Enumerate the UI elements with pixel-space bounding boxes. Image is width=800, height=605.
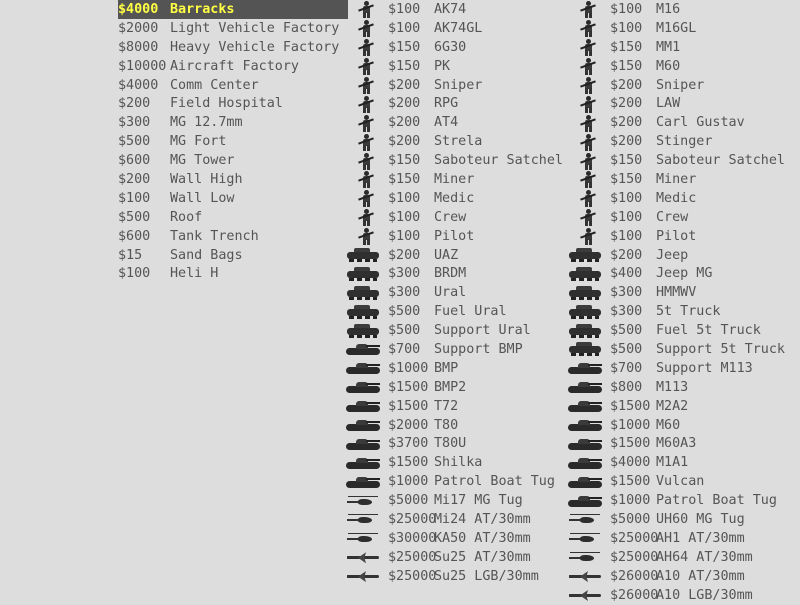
item-name: AH1 AT/30mm xyxy=(656,530,745,546)
price-label: $4000 xyxy=(118,1,159,17)
price-label: $25000 xyxy=(610,549,659,565)
soldier-icon xyxy=(580,208,596,226)
price-label: $100 xyxy=(610,209,643,225)
east-unit-item[interactable] xyxy=(346,227,572,246)
price-label: $400 xyxy=(610,266,643,282)
item-name: Wall High xyxy=(170,171,243,187)
west-unit-item[interactable] xyxy=(568,76,800,95)
item-name: Roof xyxy=(170,209,203,225)
price-label: $8000 xyxy=(118,39,159,55)
item-name: MG 12.7mm xyxy=(170,115,243,131)
east-unit-item[interactable] xyxy=(346,19,572,38)
price-label: $500 xyxy=(118,134,151,150)
item-name: Su25 AT/30mm xyxy=(434,549,531,565)
west-unit-item[interactable] xyxy=(568,567,800,586)
building-item[interactable] xyxy=(118,246,348,265)
price-label: $500 xyxy=(610,341,643,357)
price-label: $700 xyxy=(610,360,643,376)
east-unit-item[interactable] xyxy=(346,416,572,435)
item-name: Wall Low xyxy=(170,190,235,206)
item-name: Vulcan xyxy=(656,474,705,490)
vehicle-icon xyxy=(346,286,380,300)
east-unit-item[interactable] xyxy=(346,0,572,19)
soldier-icon xyxy=(358,227,374,245)
building-item[interactable] xyxy=(118,227,348,246)
price-label: $2000 xyxy=(388,417,429,433)
item-name: PK xyxy=(434,58,451,74)
price-label: $4000 xyxy=(610,455,651,471)
east-unit-item[interactable] xyxy=(346,283,572,302)
west-unit-item[interactable] xyxy=(568,302,800,321)
item-name: AH64 AT/30mm xyxy=(656,549,753,565)
tank-icon xyxy=(568,475,602,489)
west-unit-item[interactable] xyxy=(568,132,800,151)
west-unit-item[interactable] xyxy=(568,397,800,416)
vehicle-icon xyxy=(346,248,380,262)
west-unit-item[interactable] xyxy=(568,19,800,38)
price-label: $200 xyxy=(610,115,643,131)
price-label: $26000 xyxy=(610,587,659,603)
item-name: M16GL xyxy=(656,20,697,36)
item-name: Support Ural xyxy=(434,323,531,339)
price-label: $10000 xyxy=(118,58,167,74)
price-label: $300 xyxy=(610,304,643,320)
soldier-icon xyxy=(358,133,374,151)
tank-icon xyxy=(346,437,380,451)
price-label: $150 xyxy=(610,58,643,74)
east-unit-item[interactable] xyxy=(346,113,572,132)
item-name: T80 xyxy=(434,417,459,433)
east-unit-item[interactable] xyxy=(346,170,572,189)
east-unit-item[interactable] xyxy=(346,453,572,472)
vehicle-icon xyxy=(568,324,602,338)
price-label: $700 xyxy=(388,341,421,357)
price-label: $100 xyxy=(610,190,643,206)
soldier-icon xyxy=(580,0,596,18)
east-unit-item[interactable] xyxy=(346,132,572,151)
price-label: $100 xyxy=(388,228,421,244)
heli-icon xyxy=(568,512,602,526)
tank-icon xyxy=(568,361,602,375)
west-unit-item[interactable] xyxy=(568,94,800,113)
price-label: $5000 xyxy=(610,511,651,527)
soldier-icon xyxy=(358,152,374,170)
item-name: Comm Center xyxy=(170,77,259,93)
west-unit-item[interactable] xyxy=(568,264,800,283)
west-unit-item[interactable] xyxy=(568,491,800,510)
item-name: MG Tower xyxy=(170,153,235,169)
price-label: $600 xyxy=(118,228,151,244)
price-label: $100 xyxy=(610,228,643,244)
soldier-icon xyxy=(580,76,596,94)
price-label: $200 xyxy=(610,96,643,112)
west-units-list xyxy=(568,0,800,605)
item-name: AT4 xyxy=(434,115,459,131)
price-label: $150 xyxy=(388,153,421,169)
price-label: $1500 xyxy=(388,455,429,471)
item-name: M2A2 xyxy=(656,398,689,414)
building-item[interactable] xyxy=(118,0,348,19)
building-item[interactable] xyxy=(118,208,348,227)
price-label: $200 xyxy=(388,115,421,131)
soldier-icon xyxy=(358,95,374,113)
item-name: Sniper xyxy=(434,77,483,93)
price-label: $200 xyxy=(118,171,151,187)
west-unit-item[interactable] xyxy=(568,510,800,529)
east-unit-item[interactable] xyxy=(346,246,572,265)
price-label: $150 xyxy=(388,39,421,55)
item-name: Medic xyxy=(434,190,475,206)
price-label: $1500 xyxy=(610,474,651,490)
east-unit-item[interactable] xyxy=(346,434,572,453)
building-item[interactable] xyxy=(118,151,348,170)
building-item[interactable] xyxy=(118,170,348,189)
west-unit-item[interactable] xyxy=(568,378,800,397)
east-unit-item[interactable] xyxy=(346,378,572,397)
price-label: $200 xyxy=(388,134,421,150)
price-label: $100 xyxy=(388,20,421,36)
vehicle-icon xyxy=(346,267,380,281)
soldier-icon xyxy=(358,189,374,207)
price-label: $150 xyxy=(610,39,643,55)
price-label: $25000 xyxy=(388,511,437,527)
price-label: $1500 xyxy=(388,398,429,414)
price-label: $1500 xyxy=(610,436,651,452)
price-label: $100 xyxy=(388,190,421,206)
price-label: $100 xyxy=(388,209,421,225)
east-unit-item[interactable] xyxy=(346,151,572,170)
price-label: $500 xyxy=(388,304,421,320)
jet-icon xyxy=(346,550,380,564)
tank-icon xyxy=(346,399,380,413)
price-label: $100 xyxy=(610,20,643,36)
west-unit-item[interactable] xyxy=(568,38,800,57)
east-unit-item[interactable] xyxy=(346,208,572,227)
price-label: $1500 xyxy=(388,379,429,395)
tank-icon xyxy=(346,475,380,489)
price-label: $150 xyxy=(610,153,643,169)
heli-icon xyxy=(568,531,602,545)
east-unit-item[interactable] xyxy=(346,548,572,567)
price-label: $200 xyxy=(388,96,421,112)
west-unit-item[interactable] xyxy=(568,246,800,265)
item-name: BMP xyxy=(434,360,459,376)
west-unit-item[interactable] xyxy=(568,170,800,189)
price-label: $25000 xyxy=(388,568,437,584)
item-name: Aircraft Factory xyxy=(170,58,299,74)
soldier-icon xyxy=(358,208,374,226)
vehicle-icon xyxy=(346,324,380,338)
east-unit-item[interactable] xyxy=(346,94,572,113)
soldier-icon xyxy=(580,170,596,188)
east-unit-item[interactable] xyxy=(346,472,572,491)
west-unit-item[interactable] xyxy=(568,472,800,491)
tank-icon xyxy=(568,494,602,508)
building-item[interactable] xyxy=(118,19,348,38)
building-item[interactable] xyxy=(118,113,348,132)
item-name: Pilot xyxy=(656,228,697,244)
building-item[interactable] xyxy=(118,94,348,113)
item-name: Strela xyxy=(434,134,483,150)
jet-icon xyxy=(568,569,602,583)
tank-icon xyxy=(568,456,602,470)
item-name: KA50 AT/30mm xyxy=(434,530,531,546)
soldier-icon xyxy=(580,57,596,75)
tank-icon xyxy=(346,418,380,432)
price-label: $200 xyxy=(610,247,643,263)
price-label: $2000 xyxy=(118,20,159,36)
soldier-icon xyxy=(358,114,374,132)
west-unit-item[interactable] xyxy=(568,57,800,76)
vehicle-icon xyxy=(568,267,602,281)
price-label: $200 xyxy=(388,77,421,93)
price-label: $3700 xyxy=(388,436,429,452)
tank-icon xyxy=(346,380,380,394)
east-unit-item[interactable] xyxy=(346,340,572,359)
building-item[interactable] xyxy=(118,38,348,57)
item-name: Crew xyxy=(656,209,689,225)
soldier-icon xyxy=(580,95,596,113)
item-name: T80U xyxy=(434,436,467,452)
tank-icon xyxy=(568,380,602,394)
item-name: HMMWV xyxy=(656,285,697,301)
item-name: Sand Bags xyxy=(170,247,243,263)
item-name: M60 xyxy=(656,58,681,74)
item-name: Tank Trench xyxy=(170,228,259,244)
item-name: Saboteur Satchel xyxy=(656,153,785,169)
price-label: $1000 xyxy=(610,417,651,433)
tank-icon xyxy=(568,437,602,451)
west-unit-item[interactable] xyxy=(568,0,800,19)
item-name: Support 5t Truck xyxy=(656,341,785,357)
east-unit-item[interactable] xyxy=(346,321,572,340)
west-unit-item[interactable] xyxy=(568,359,800,378)
item-name: Field Hospital xyxy=(170,96,283,112)
item-name: Carl Gustav xyxy=(656,115,745,131)
item-name: Fuel Ural xyxy=(434,304,507,320)
soldier-icon xyxy=(358,76,374,94)
jet-icon xyxy=(346,569,380,583)
east-unit-item[interactable] xyxy=(346,529,572,548)
item-name: A10 AT/30mm xyxy=(656,568,745,584)
price-label: $26000 xyxy=(610,568,659,584)
item-name: Heavy Vehicle Factory xyxy=(170,39,340,55)
building-item[interactable] xyxy=(118,264,348,283)
item-name: UAZ xyxy=(434,247,459,263)
price-label: $200 xyxy=(610,77,643,93)
item-name: M60 xyxy=(656,417,681,433)
item-name: Jeep xyxy=(656,247,689,263)
price-label: $500 xyxy=(610,323,643,339)
west-unit-item[interactable] xyxy=(568,283,800,302)
east-unit-item[interactable] xyxy=(346,38,572,57)
item-name: Su25 LGB/30mm xyxy=(434,568,539,584)
item-name: LAW xyxy=(656,96,681,112)
soldier-icon xyxy=(580,152,596,170)
price-label: $15 xyxy=(118,247,143,263)
price-label: $300 xyxy=(388,285,421,301)
item-name: Pilot xyxy=(434,228,475,244)
west-unit-item[interactable] xyxy=(568,208,800,227)
soldier-icon xyxy=(358,0,374,18)
vehicle-icon xyxy=(568,305,602,319)
item-name: Medic xyxy=(656,190,697,206)
item-name: Mi17 MG Tug xyxy=(434,493,523,509)
price-label: $200 xyxy=(118,96,151,112)
item-name: Heli H xyxy=(170,266,219,282)
item-name: A10 LGB/30mm xyxy=(656,587,753,603)
building-item[interactable] xyxy=(118,189,348,208)
west-unit-item[interactable] xyxy=(568,189,800,208)
item-name: Support BMP xyxy=(434,341,523,357)
west-unit-item[interactable] xyxy=(568,113,800,132)
item-name: 5t Truck xyxy=(656,304,721,320)
heli-icon xyxy=(346,531,380,545)
price-label: $600 xyxy=(118,153,151,169)
heli-icon xyxy=(346,512,380,526)
item-name: Fuel 5t Truck xyxy=(656,323,761,339)
price-label: $30000 xyxy=(388,530,437,546)
soldier-icon xyxy=(358,170,374,188)
item-name: Light Vehicle Factory xyxy=(170,20,340,36)
east-unit-item[interactable] xyxy=(346,76,572,95)
item-name: Sniper xyxy=(656,77,705,93)
soldier-icon xyxy=(358,19,374,37)
price-label: $500 xyxy=(388,323,421,339)
item-name: 6G30 xyxy=(434,39,467,55)
item-name: Stinger xyxy=(656,134,713,150)
item-name: M16 xyxy=(656,1,681,17)
heli-icon xyxy=(346,494,380,508)
east-unit-item[interactable] xyxy=(346,264,572,283)
price-label: $150 xyxy=(610,171,643,187)
price-label: $150 xyxy=(388,171,421,187)
item-name: Patrol Boat Tug xyxy=(656,493,777,509)
soldier-icon xyxy=(580,114,596,132)
price-label: $1000 xyxy=(388,474,429,490)
price-label: $25000 xyxy=(388,549,437,565)
item-name: Miner xyxy=(656,171,697,187)
building-item[interactable] xyxy=(118,76,348,95)
soldier-icon xyxy=(580,38,596,56)
vehicle-icon xyxy=(568,248,602,262)
soldier-icon xyxy=(358,38,374,56)
west-unit-item[interactable] xyxy=(568,227,800,246)
price-label: $800 xyxy=(610,379,643,395)
west-unit-item[interactable] xyxy=(568,548,800,567)
item-name: AK74GL xyxy=(434,20,483,36)
soldier-icon xyxy=(580,19,596,37)
item-name: Mi24 AT/30mm xyxy=(434,511,531,527)
west-unit-item[interactable] xyxy=(568,321,800,340)
east-units-list xyxy=(346,0,572,586)
item-name: Saboteur Satchel xyxy=(434,153,563,169)
price-label: $4000 xyxy=(118,77,159,93)
east-unit-item[interactable] xyxy=(346,397,572,416)
tank-icon xyxy=(346,342,380,356)
east-unit-item[interactable] xyxy=(346,510,572,529)
price-label: $300 xyxy=(388,266,421,282)
east-unit-item[interactable] xyxy=(346,189,572,208)
tank-icon xyxy=(346,456,380,470)
price-label: $200 xyxy=(388,247,421,263)
east-unit-item[interactable] xyxy=(346,302,572,321)
price-label: $25000 xyxy=(610,530,659,546)
building-item[interactable] xyxy=(118,132,348,151)
buildings-list xyxy=(118,0,348,283)
vehicle-icon xyxy=(568,342,602,356)
price-label: $100 xyxy=(388,1,421,17)
building-item[interactable] xyxy=(118,57,348,76)
price-label: $1000 xyxy=(388,360,429,376)
soldier-icon xyxy=(580,189,596,207)
west-unit-item[interactable] xyxy=(568,340,800,359)
price-label: $100 xyxy=(118,190,151,206)
item-name: M1A1 xyxy=(656,455,689,471)
item-name: Barracks xyxy=(170,1,235,17)
price-label: $5000 xyxy=(388,493,429,509)
item-name: Miner xyxy=(434,171,475,187)
item-name: BRDM xyxy=(434,266,467,282)
item-name: Support M113 xyxy=(656,360,753,376)
item-name: T72 xyxy=(434,398,459,414)
item-name: UH60 MG Tug xyxy=(656,511,745,527)
item-name: Shilka xyxy=(434,455,483,471)
item-name: MG Fort xyxy=(170,134,227,150)
price-label: $1500 xyxy=(610,398,651,414)
soldier-icon xyxy=(580,133,596,151)
item-name: M113 xyxy=(656,379,689,395)
price-label: $200 xyxy=(610,134,643,150)
item-name: RPG xyxy=(434,96,459,112)
east-unit-item[interactable] xyxy=(346,567,572,586)
price-label: $150 xyxy=(388,58,421,74)
item-name: Patrol Boat Tug xyxy=(434,474,555,490)
item-name: M60A3 xyxy=(656,436,697,452)
heli-icon xyxy=(568,550,602,564)
vehicle-icon xyxy=(346,305,380,319)
item-name: AK74 xyxy=(434,1,467,17)
price-label: $300 xyxy=(118,115,151,131)
vehicle-icon xyxy=(568,286,602,300)
east-unit-item[interactable] xyxy=(346,359,572,378)
price-label: $100 xyxy=(118,266,151,282)
price-label: $1000 xyxy=(610,493,651,509)
west-unit-item[interactable] xyxy=(568,453,800,472)
item-name: Jeep MG xyxy=(656,266,713,282)
east-unit-item[interactable] xyxy=(346,57,572,76)
soldier-icon xyxy=(580,227,596,245)
tank-icon xyxy=(346,361,380,375)
east-unit-item[interactable] xyxy=(346,491,572,510)
tank-icon xyxy=(568,399,602,413)
west-unit-item[interactable] xyxy=(568,586,800,605)
west-unit-item[interactable] xyxy=(568,151,800,170)
price-label: $100 xyxy=(610,1,643,17)
price-label: $300 xyxy=(610,285,643,301)
item-name: MM1 xyxy=(656,39,681,55)
tank-icon xyxy=(568,418,602,432)
item-name: BMP2 xyxy=(434,379,467,395)
west-unit-item[interactable] xyxy=(568,434,800,453)
price-label: $500 xyxy=(118,209,151,225)
soldier-icon xyxy=(358,57,374,75)
west-unit-item[interactable] xyxy=(568,416,800,435)
item-name: Crew xyxy=(434,209,467,225)
west-unit-item[interactable] xyxy=(568,529,800,548)
item-name: Ural xyxy=(434,285,467,301)
